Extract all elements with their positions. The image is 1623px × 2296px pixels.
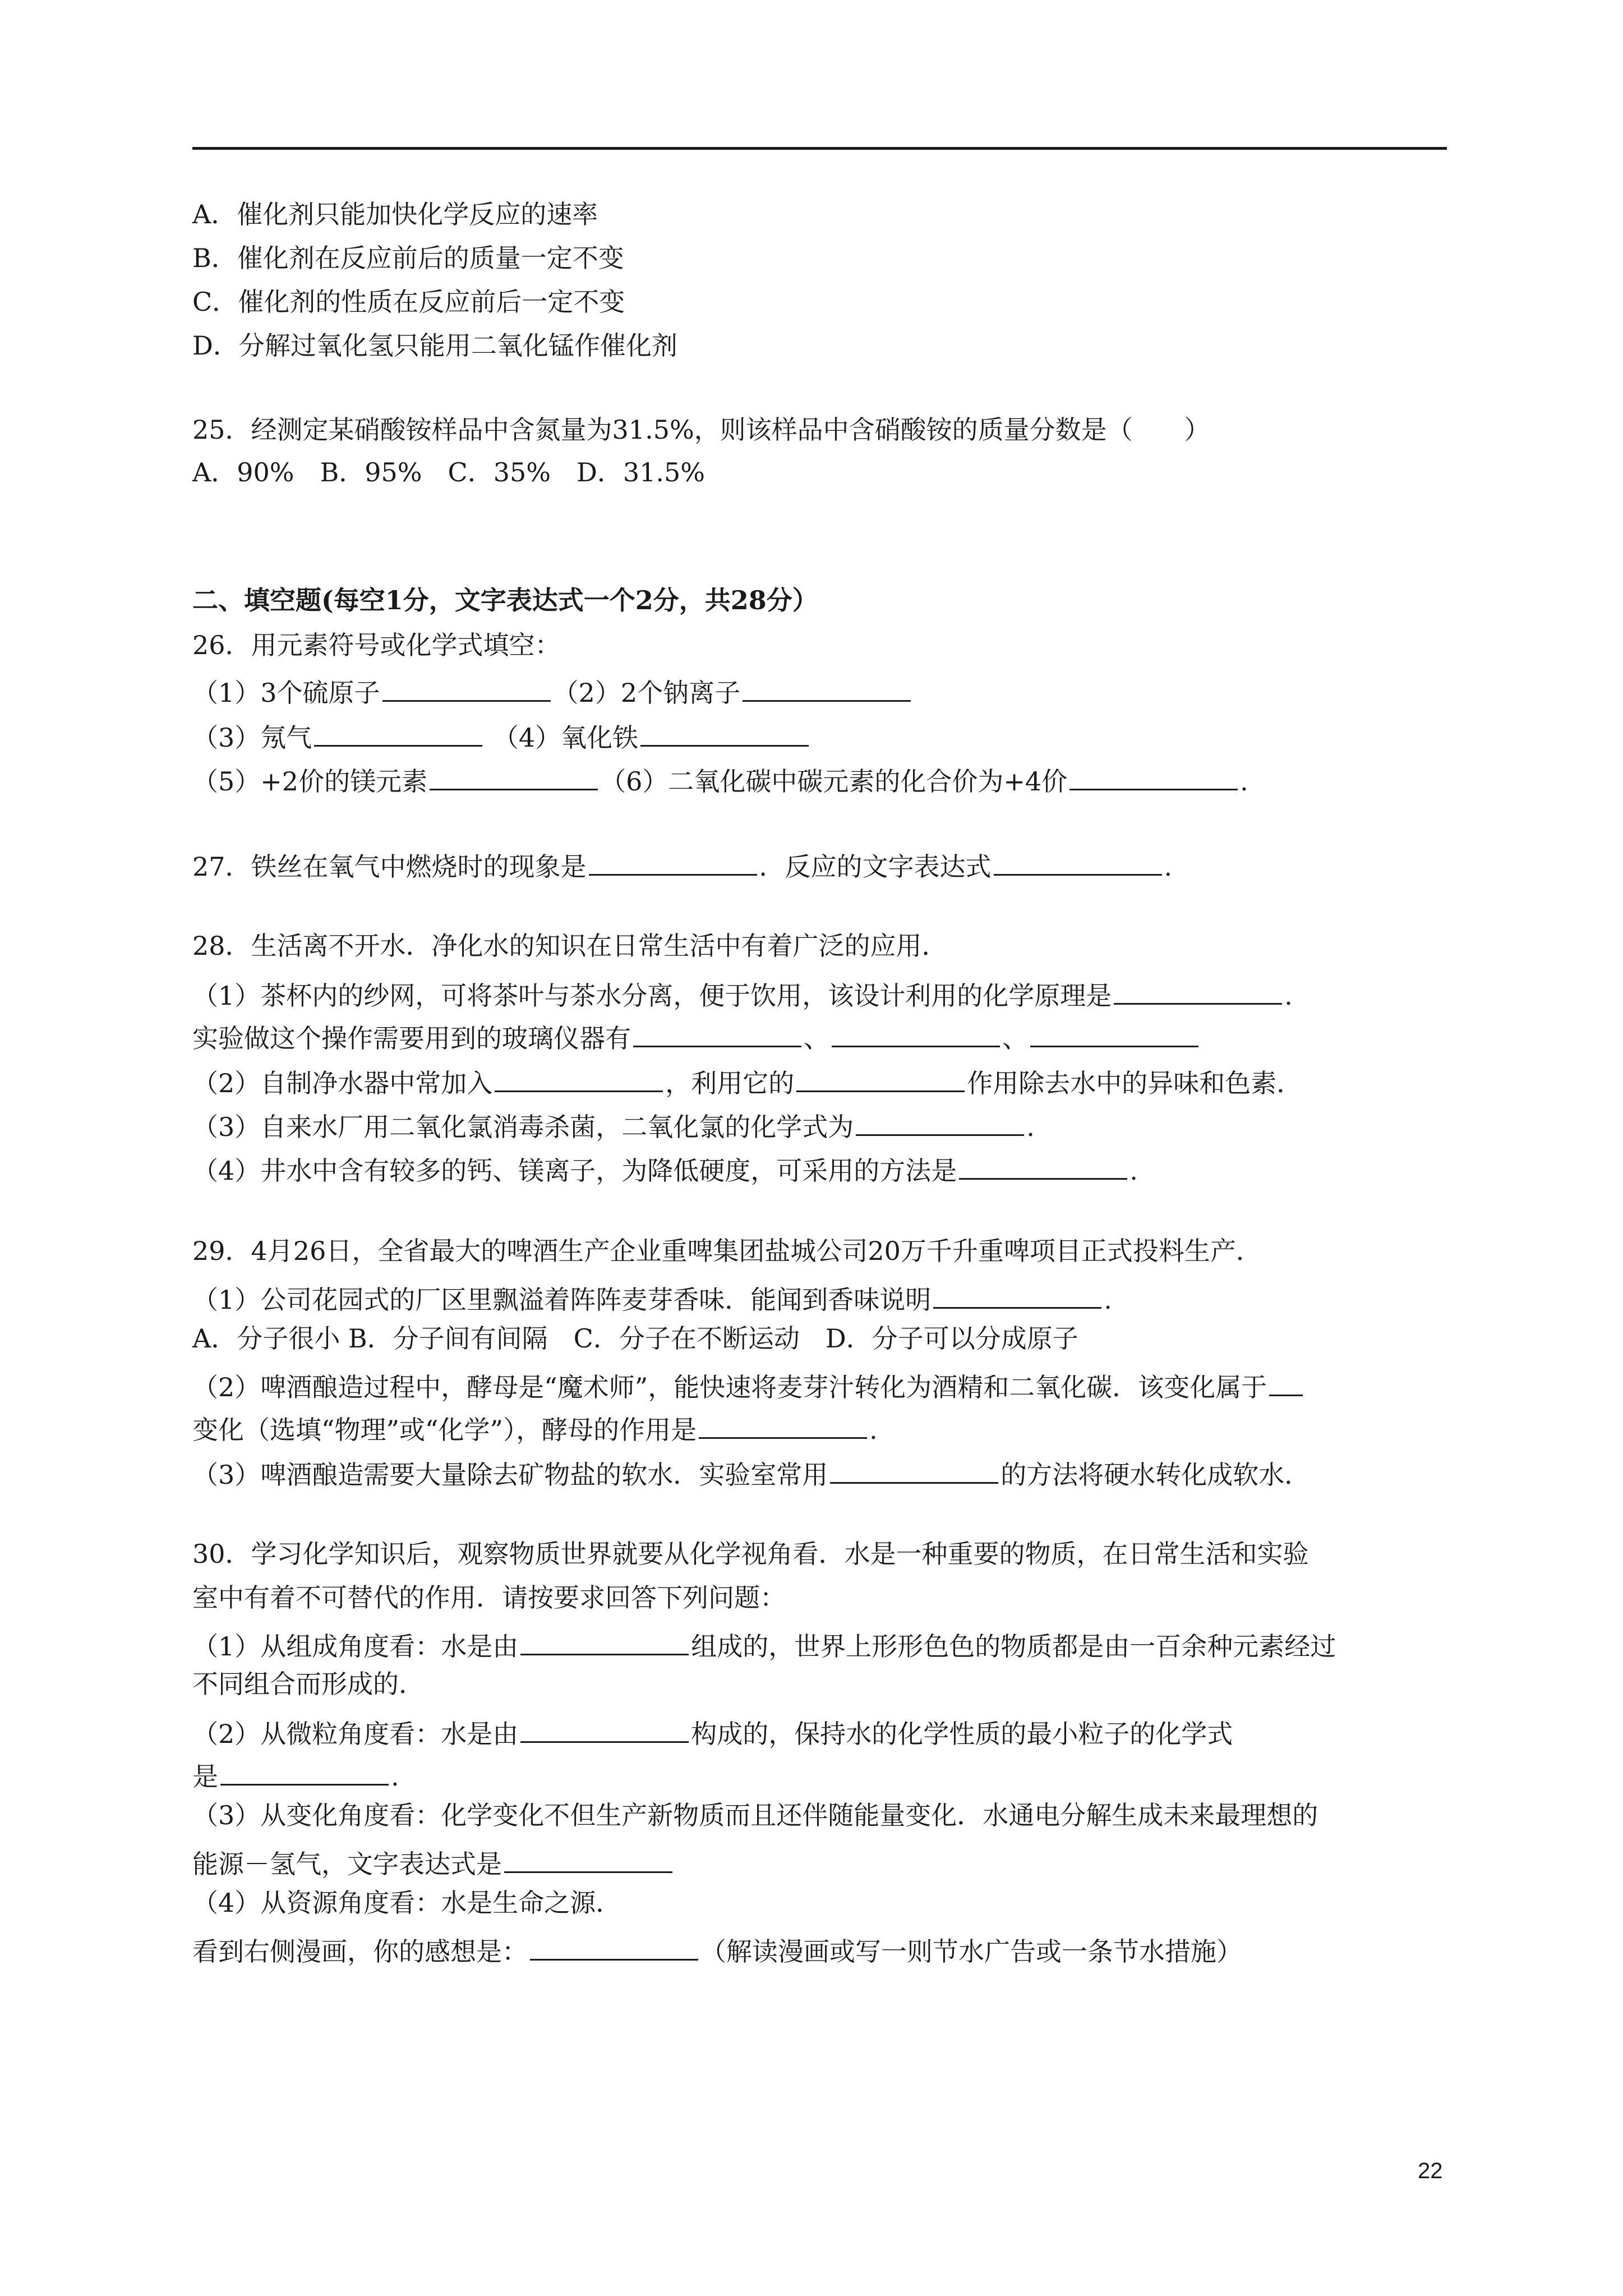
q30-line5: （3）从变化角度看：化学变化不但生产新物质而且还伴随能量变化．水通电分解生成未来最理想的 xyxy=(192,1800,1318,1830)
separator: 、 xyxy=(1002,1023,1028,1053)
q30-sub1-b: 组成的，世界上形形色色的物质都是由一百余种元素经过 xyxy=(691,1631,1336,1662)
q25-options: A．90% B．95% C．35% D．31.5% xyxy=(192,457,705,487)
q29-sub2-cont: 变化（选填“物理”或“化学”），酵母的作用是 xyxy=(192,1415,697,1445)
q30-line1 xyxy=(192,1625,1336,1663)
q28-line3 xyxy=(192,1061,1302,1100)
q28-line1 xyxy=(192,974,1293,1013)
q27-part-b: ．反应的文字表达式 xyxy=(759,852,992,882)
q29-sub2: （2）啤酒酿造过程中，酵母是“魔术师”，能快速将麦芽汁转化为酒精和二氧化碳．该变化属于 xyxy=(192,1372,1267,1402)
separator: 、 xyxy=(804,1023,829,1053)
period: . xyxy=(1129,1156,1138,1186)
answer-blank[interactable] xyxy=(633,1016,801,1047)
period: . xyxy=(391,1761,399,1792)
answer-blank[interactable] xyxy=(699,1408,867,1439)
q28-sub1: （1）茶杯内的纱网，可将茶叶与茶水分离，便于饮用，该设计利用的化学原理是 xyxy=(192,981,1112,1011)
q30-line3 xyxy=(192,1712,1233,1751)
q28-sub4: （4）井水中含有较多的钙、镁离子，为降低硬度，可采用的方法是 xyxy=(192,1156,957,1186)
answer-blank[interactable] xyxy=(530,1930,698,1961)
q28-sub2-b: ，利用它的 xyxy=(665,1068,795,1098)
answer-blank[interactable] xyxy=(796,1061,965,1092)
q26-item1: （1）3个硫原子 xyxy=(192,678,380,708)
q30-sub3-b: 能源－氢气，文字表达式是 xyxy=(192,1849,502,1879)
q26-item2: （2）2个钠离子 xyxy=(552,678,741,708)
page-number: 22 xyxy=(1418,2159,1443,2183)
q30-line7: （4）从资源角度看：水是生命之源． xyxy=(192,1888,622,1918)
answer-blank[interactable] xyxy=(520,1625,689,1655)
period: . xyxy=(869,1415,878,1445)
answer-blank[interactable] xyxy=(1030,1016,1198,1047)
q30-stem-2: 室中有着不可替代的作用．请按要求回答下列问题： xyxy=(192,1582,786,1613)
q26-stem: 26．用元素符号或化学式填空： xyxy=(192,630,561,660)
q30-sub2-a: （2）从微粒角度看：水是由 xyxy=(192,1719,519,1749)
answer-blank[interactable] xyxy=(933,1278,1101,1309)
period: . xyxy=(1104,1285,1112,1315)
q26-item4: （4）氧化铁 xyxy=(492,723,639,753)
q29-line2 xyxy=(192,1365,1305,1404)
answer-blank[interactable] xyxy=(856,1105,1024,1136)
q25-stem: 25．经测定某硝酸铵样品中含氮量为31.5%，则该样品中含硝酸铵的质量分数是（ ） xyxy=(192,415,1210,445)
q24-option-c: C．催化剂的性质在反应前后一定不变 xyxy=(192,287,625,317)
q28-sub3: （3）自来水厂用二氧化氯消毒杀菌，二氧化氯的化学式为 xyxy=(192,1112,854,1142)
q24-option-a: A．催化剂只能加快化学反应的速率 xyxy=(192,199,598,229)
q30-line8 xyxy=(192,1930,1242,1968)
header-rule xyxy=(192,147,1447,150)
answer-blank[interactable] xyxy=(1069,760,1238,790)
answer-blank[interactable] xyxy=(1269,1365,1303,1396)
q30-sub2-c: 是 xyxy=(192,1761,218,1792)
q29-line1 xyxy=(192,1278,1112,1317)
period: . xyxy=(1164,852,1173,882)
q24-option-b: B．催化剂在反应前后的质量一定不变 xyxy=(192,243,624,273)
q28-sub2-c: 作用除去水中的异味和色素． xyxy=(967,1068,1303,1098)
q26-line3 xyxy=(192,760,1248,798)
q29-line4 xyxy=(192,1453,1310,1492)
q29-line3 xyxy=(192,1408,878,1447)
answer-blank[interactable] xyxy=(589,845,757,876)
q28-glassware-text: 实验做这个操作需要用到的玻璃仪器有 xyxy=(192,1023,631,1053)
q30-sub4-a: 看到右侧漫画，你的感想是： xyxy=(192,1936,528,1967)
q26-item6: （6）二氧化碳中碳元素的化合价为+4价 xyxy=(600,766,1068,797)
answer-blank[interactable] xyxy=(220,1755,389,1786)
answer-blank[interactable] xyxy=(430,760,598,790)
q29-options: A．分子很小 B．分子间有间隔 C．分子在不断运动 D．分子可以分成原子 xyxy=(192,1323,1078,1354)
q30-stem-1: 30．学习化学知识后，观察物质世界就要从化学视角看．水是一种重要的物质，在日常生活和实验 xyxy=(192,1539,1309,1569)
q27-line xyxy=(192,845,1172,884)
q24-option-d: D．分解过氧化氢只能用二氧化锰作催化剂 xyxy=(192,330,677,361)
q29-sub3-a: （3）啤酒酿造需要大量除去矿物盐的软水．实验室常用 xyxy=(192,1460,828,1490)
q30-sub4-b: （解读漫画或写一则节水广告或一条节水措施） xyxy=(700,1936,1242,1967)
q30-line4 xyxy=(192,1755,399,1793)
q26-item5: （5）+2价的镁元素 xyxy=(192,766,428,797)
q29-sub3-b: 的方法将硬水转化成软水． xyxy=(1000,1460,1311,1490)
q29-stem: 29．4月26日，全省最大的啤酒生产企业重啤集团盐城公司20万千升重啤项目正式投料生产． xyxy=(192,1236,1262,1266)
answer-blank[interactable] xyxy=(994,845,1162,876)
q27-part-a: 27．铁丝在氧气中燃烧时的现象是 xyxy=(192,852,587,882)
answer-blank[interactable] xyxy=(959,1149,1127,1180)
q30-line6 xyxy=(192,1842,675,1881)
q28-line4 xyxy=(192,1105,1035,1144)
answer-blank[interactable] xyxy=(830,1453,998,1484)
q28-sub2-a: （2）自制净水器中常加入 xyxy=(192,1068,493,1098)
q30-line2: 不同组合而形成的． xyxy=(192,1669,425,1699)
answer-blank[interactable] xyxy=(640,716,809,747)
q29-sub1: （1）公司花园式的厂区里飘溢着阵阵麦芽香味．能闻到香味说明 xyxy=(192,1285,932,1315)
answer-blank[interactable] xyxy=(495,1061,663,1092)
answer-blank[interactable] xyxy=(520,1712,689,1743)
section2-title: 二、填空题(每空1分，文字表达式一个2分，共28分） xyxy=(192,585,818,615)
q30-sub2-b: 构成的，保持水的化学性质的最小粒子的化学式 xyxy=(691,1719,1233,1749)
answer-blank[interactable] xyxy=(504,1842,672,1873)
period: . xyxy=(1026,1112,1035,1142)
answer-blank[interactable] xyxy=(832,1016,1000,1047)
q28-line2 xyxy=(192,1016,1201,1055)
q26-line2 xyxy=(192,716,811,754)
q26-line1 xyxy=(192,671,913,710)
answer-blank[interactable] xyxy=(382,671,551,702)
answer-blank[interactable] xyxy=(743,671,911,702)
q28-line5 xyxy=(192,1149,1138,1188)
q28-stem: 28．生活离不开水．净化水的知识在日常生活中有着广泛的应用． xyxy=(192,931,948,961)
answer-blank[interactable] xyxy=(1114,974,1282,1005)
period: . xyxy=(1240,766,1248,797)
period: . xyxy=(1284,981,1293,1011)
q30-sub1-a: （1）从组成角度看：水是由 xyxy=(192,1631,519,1662)
answer-blank[interactable] xyxy=(314,716,482,747)
q26-item3: （3）氖气 xyxy=(192,723,312,753)
